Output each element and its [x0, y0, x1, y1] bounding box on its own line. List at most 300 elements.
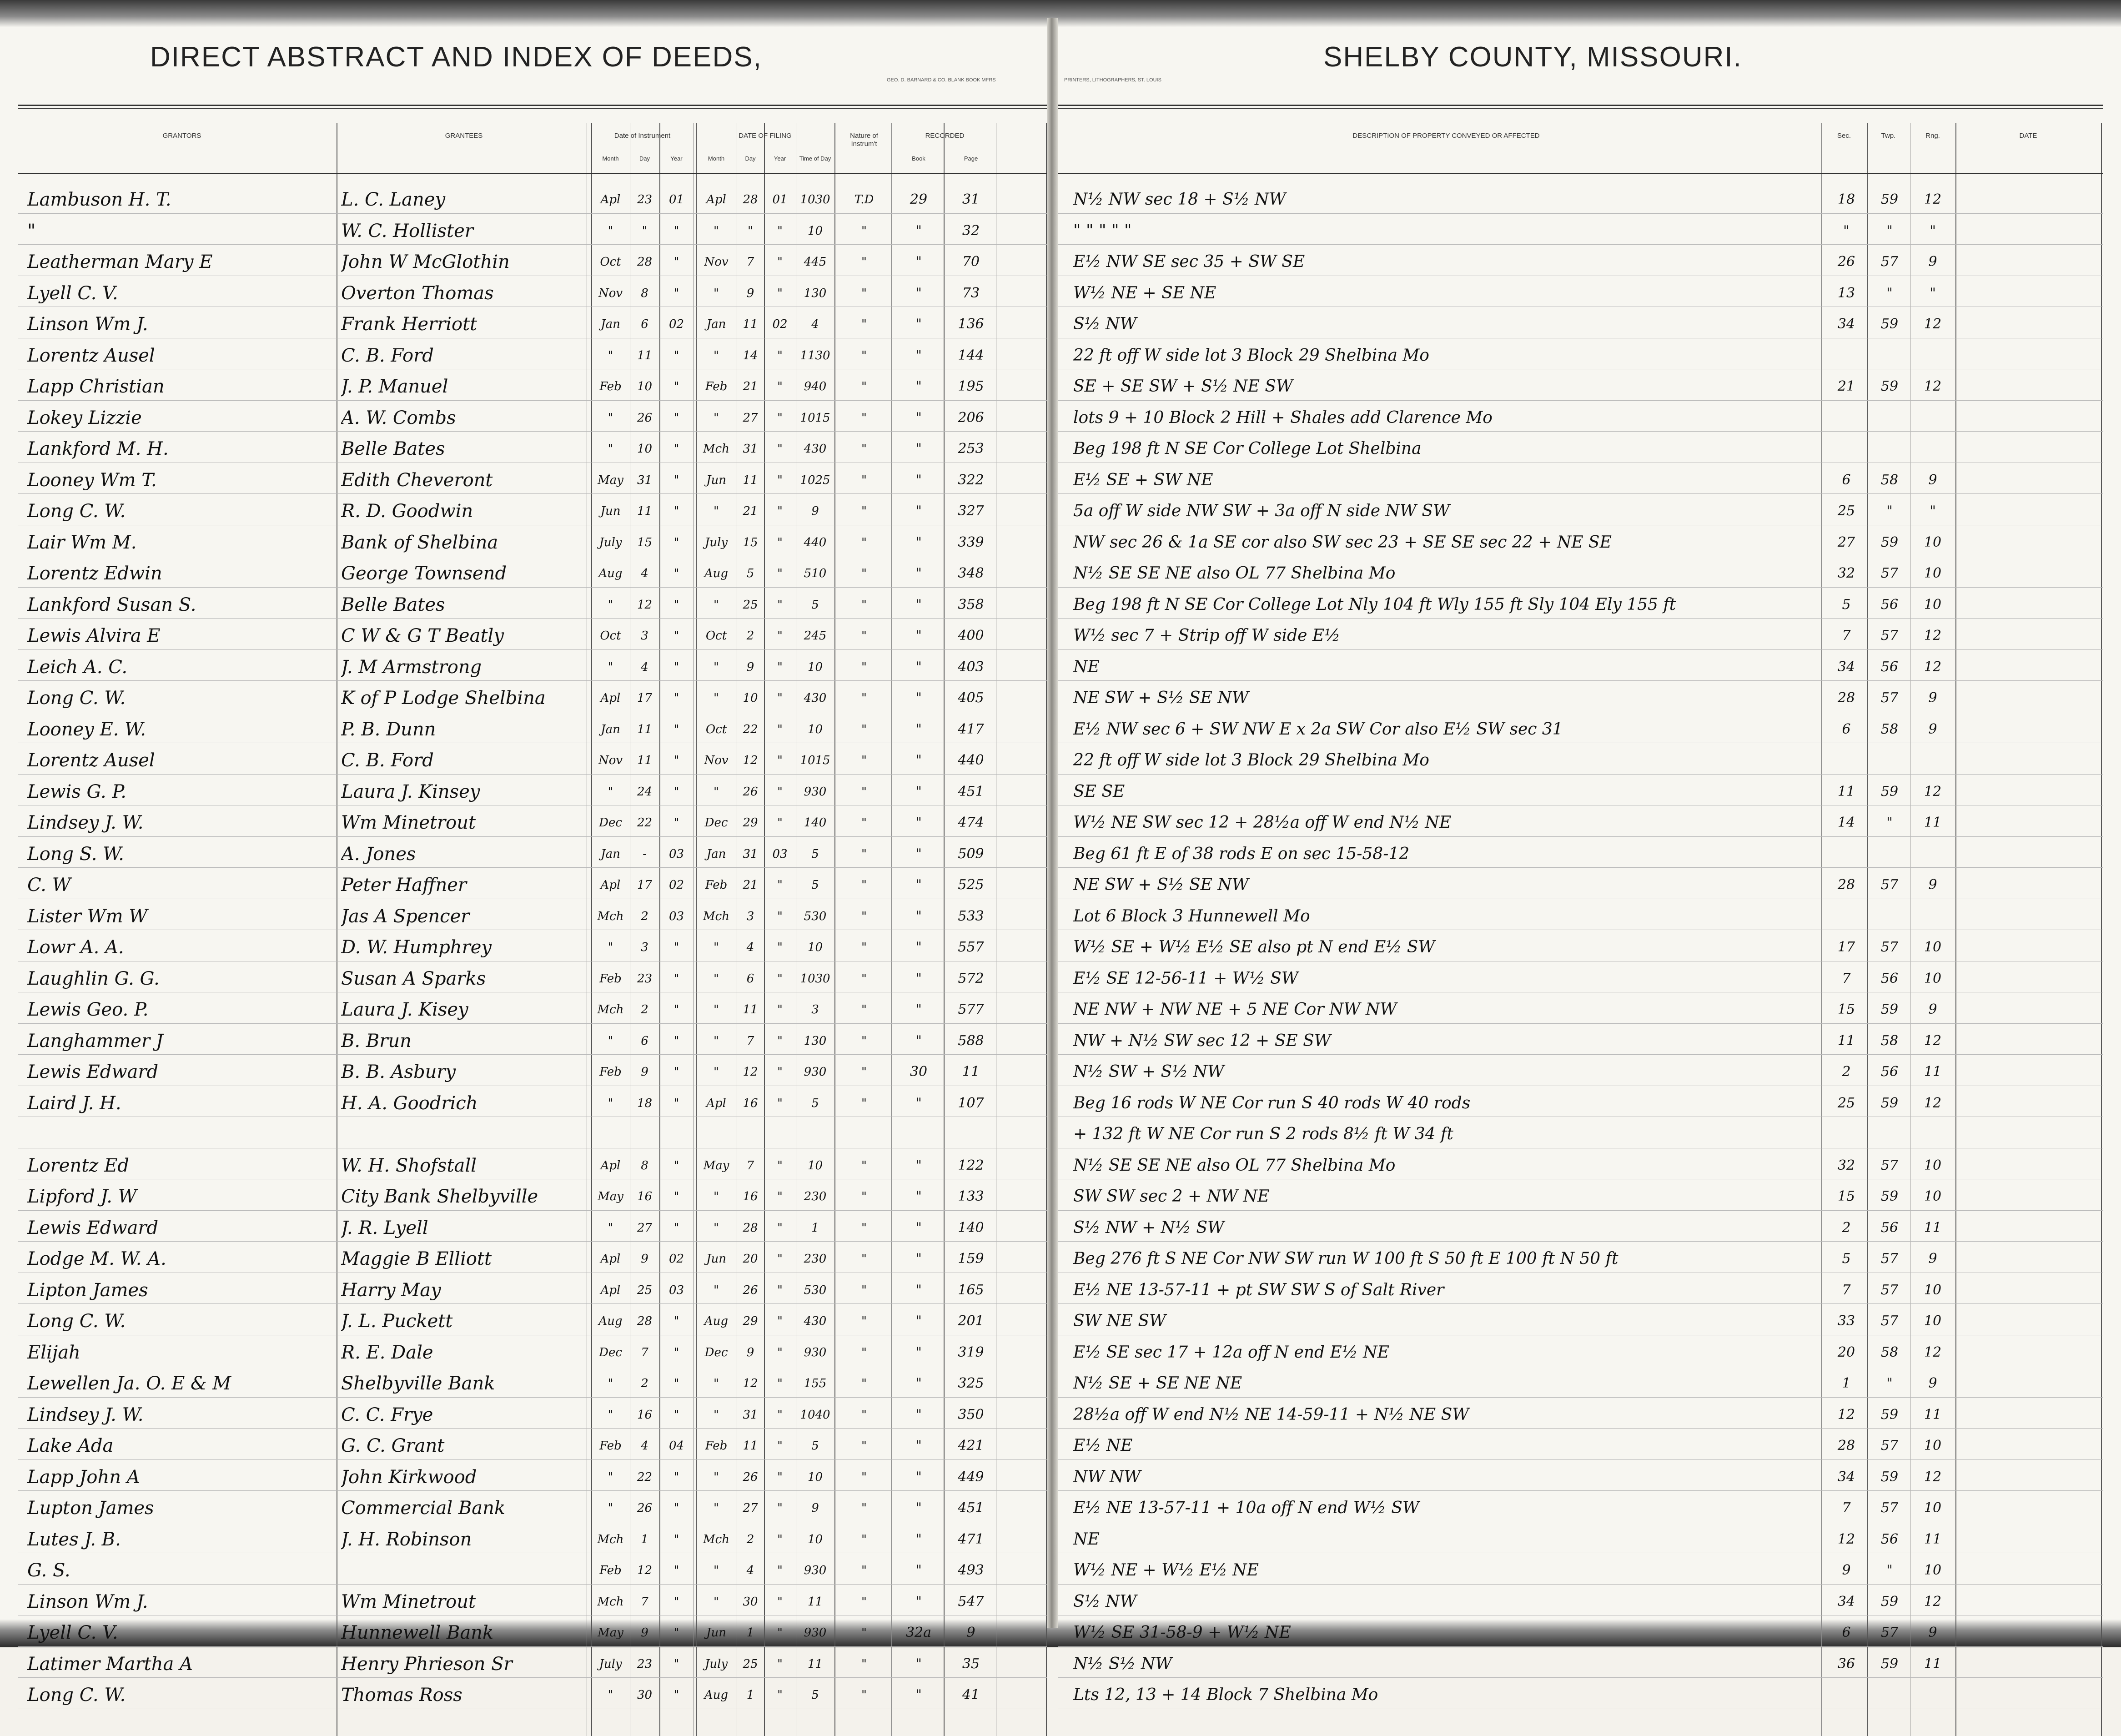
entry-fy: 02	[772, 317, 788, 331]
entry-rng: 10	[1924, 1500, 1942, 1516]
entry-iy: "	[673, 1470, 679, 1484]
entry-id: 8	[641, 286, 648, 300]
entry-grantor: Looney Wm T.	[27, 469, 157, 491]
sec-header: Sec.	[1837, 132, 1851, 140]
entry-id: 25	[637, 1283, 653, 1297]
entry-grantee: Hunnewell Bank	[341, 1622, 494, 1643]
entry-n: "	[861, 1096, 867, 1110]
page-subheader: Page	[964, 155, 978, 162]
entry-t: 10	[807, 660, 823, 674]
entry-im: Dec	[599, 1345, 622, 1359]
entry-id: 11	[637, 348, 653, 362]
entry-fy: "	[777, 567, 783, 580]
entry-p: 588	[958, 1032, 984, 1049]
row-rule	[1058, 774, 2103, 775]
entry-t: 930	[804, 785, 827, 799]
entry-im: Aug	[598, 567, 623, 580]
entry-fd: 12	[743, 754, 758, 767]
row-rule	[18, 774, 1047, 775]
entry-sec: 12	[1837, 1406, 1855, 1423]
entry-desc: S½ NW	[1073, 1592, 1137, 1611]
entry-fy: "	[777, 535, 783, 549]
entry-id: 4	[641, 660, 648, 674]
entry-grantor: Long C. W.	[27, 501, 126, 522]
entry-desc: W½ SE 31-58-9 + W½ NE	[1073, 1623, 1291, 1642]
entry-fm: July	[704, 535, 728, 549]
entry-t: 9	[811, 504, 819, 518]
entry-twp: 57	[1880, 1625, 1899, 1640]
entry-rng: 11	[1924, 1406, 1942, 1423]
entry-b: "	[915, 1593, 922, 1610]
entry-b: "	[915, 316, 922, 332]
entry-rng: 12	[1924, 1593, 1942, 1610]
entry-fd: 28	[743, 1221, 758, 1235]
entry-p: 144	[958, 347, 984, 363]
entry-grantor: Lupton James	[27, 1498, 154, 1519]
entry-p: 9	[966, 1625, 975, 1640]
entry-fy: "	[777, 1003, 783, 1016]
entry-b: "	[915, 970, 922, 986]
entry-grantee: John W McGlothin	[341, 252, 510, 272]
entry-fy: "	[777, 1096, 783, 1110]
entry-b: "	[915, 1469, 922, 1485]
entry-fd: 9	[746, 286, 754, 300]
entry-n: "	[861, 1158, 867, 1172]
entry-desc: SE SE	[1073, 782, 1125, 801]
entry-n: "	[861, 878, 867, 892]
entry-grantee: A. Jones	[341, 843, 416, 865]
entry-p: 41	[962, 1687, 980, 1703]
entry-sec: 32	[1837, 565, 1855, 581]
entry-p: 405	[958, 690, 984, 706]
entry-sec: "	[1843, 222, 1850, 239]
entry-grantor: Lair Wm M.	[27, 532, 137, 553]
entry-fy: "	[777, 941, 783, 954]
entry-iy: "	[673, 629, 679, 643]
entry-id: 28	[637, 255, 653, 269]
entry-n: "	[861, 348, 867, 362]
entry-sec: 15	[1837, 1188, 1855, 1204]
entry-grantee: Wm Minetrout	[341, 812, 476, 833]
entry-fm: Oct	[705, 629, 727, 643]
entry-grantee: B. Brun	[341, 1030, 412, 1052]
entry-iy: "	[673, 380, 679, 393]
entry-n: "	[861, 1377, 867, 1390]
day-subheader: Day	[745, 155, 756, 162]
entry-sec: 1	[1842, 1375, 1851, 1391]
entry-iy: 04	[668, 1439, 684, 1453]
entry-p: 572	[958, 970, 984, 986]
entry-id: 18	[637, 1096, 653, 1110]
entry-b: "	[915, 1219, 922, 1236]
entry-grantor: Laughlin G. G.	[27, 968, 160, 989]
entry-sec: 15	[1837, 1001, 1855, 1017]
entry-p: 140	[958, 1219, 984, 1236]
entry-fy: "	[777, 224, 783, 238]
month-subheader: Month	[602, 155, 619, 162]
entry-fd: 31	[743, 1408, 758, 1422]
entry-id: -	[643, 847, 647, 861]
entry-n: "	[861, 722, 867, 736]
entry-twp: 59	[1880, 783, 1899, 800]
entry-n: "	[861, 1252, 867, 1266]
entry-twp: 57	[1880, 565, 1899, 581]
entry-fd: 27	[743, 411, 758, 425]
entry-b: "	[915, 908, 922, 924]
entry-t: 530	[804, 1283, 827, 1297]
entry-fd: 10	[743, 691, 758, 705]
entry-b: 30	[910, 1064, 928, 1080]
entry-twp: 59	[1880, 1593, 1899, 1610]
entry-n: "	[861, 1408, 867, 1422]
entry-sec: 36	[1837, 1655, 1855, 1672]
entry-n: "	[861, 224, 867, 238]
entry-p: 577	[958, 1001, 984, 1017]
entry-fy: "	[777, 1657, 783, 1671]
entry-p: 201	[958, 1313, 984, 1329]
row-rule	[1058, 1397, 2103, 1398]
entry-fm: "	[714, 348, 719, 362]
entry-iy: "	[673, 442, 679, 456]
left-header-rule	[18, 105, 1047, 106]
entry-fd: 26	[743, 1283, 758, 1297]
entry-iy: "	[673, 1688, 679, 1702]
time-subheader: Time of Day	[799, 155, 831, 162]
entry-sec: 14	[1837, 815, 1855, 830]
entry-iy: "	[673, 691, 679, 705]
entry-fd: 21	[743, 878, 758, 892]
entry-iy: "	[673, 255, 679, 269]
entry-rng: 9	[1928, 1375, 1937, 1391]
entry-fm: Apl	[706, 193, 726, 206]
entry-p: 471	[958, 1531, 984, 1547]
entry-twp: 57	[1880, 254, 1899, 270]
entry-t: 10	[807, 722, 823, 736]
entry-n: "	[861, 691, 867, 705]
nature-header: Nature of Instrum't	[850, 132, 878, 148]
entry-iy: "	[673, 1158, 679, 1172]
entry-id: 15	[637, 535, 653, 549]
row-rule	[18, 1646, 1047, 1647]
entry-desc: Beg 198 ft N SE Cor College Lot Nly 104 ft Wly 155 ft Sly 104 Ely 155 ft	[1073, 595, 1676, 614]
entry-fy: "	[777, 1252, 783, 1266]
row-rule	[18, 1241, 1047, 1242]
entry-n: "	[861, 1345, 867, 1359]
right-printer-imprint: PRINTERS, LITHOGRAPHERS, ST. LOUIS	[1064, 77, 1161, 83]
entry-rng: 10	[1924, 1313, 1942, 1329]
entry-grantee: C W & G T Beatly	[341, 625, 504, 646]
entry-n: "	[861, 816, 867, 830]
entry-desc: N½ NW sec 18 + S½ NW	[1073, 190, 1286, 209]
row-rule	[1058, 493, 2103, 494]
entry-fy: "	[777, 816, 783, 830]
entry-desc: E½ NW sec 6 + SW NW E x 2a SW Cor also E½ SW sec 31	[1073, 720, 1563, 739]
entry-grantee: P. B. Dunn	[341, 719, 436, 740]
entry-fy: "	[777, 1345, 783, 1359]
entry-im: "	[608, 1096, 613, 1110]
entry-id: 4	[641, 1439, 648, 1453]
row-rule	[18, 431, 1047, 432]
entry-twp: 57	[1880, 1282, 1899, 1298]
entry-im: Nov	[598, 286, 623, 300]
entry-fm: "	[714, 286, 719, 300]
entry-im: Apl	[600, 1283, 621, 1297]
entry-twp: 57	[1880, 1157, 1899, 1173]
entry-twp: "	[1886, 222, 1893, 239]
entry-t: 245	[804, 629, 827, 643]
entry-b: "	[915, 1438, 922, 1454]
entry-grantee: Bank of Shelbina	[341, 532, 498, 553]
row-rule	[18, 618, 1047, 619]
entry-id: 9	[641, 1065, 648, 1079]
entry-iy: "	[673, 1096, 679, 1110]
grantors-header: GRANTORS	[162, 132, 201, 140]
entry-p: 417	[958, 721, 984, 737]
entry-fm: Jun	[706, 473, 726, 487]
entry-id: 2	[641, 1003, 648, 1016]
entry-fy: "	[777, 1065, 783, 1079]
entry-fy: "	[777, 1626, 783, 1640]
entry-sec: 5	[1842, 596, 1851, 613]
entry-t: 10	[807, 1470, 823, 1484]
entry-iy: "	[673, 348, 679, 362]
book-gutter	[1047, 18, 1058, 1628]
entry-im: Oct	[600, 255, 621, 269]
entry-n: "	[861, 473, 867, 487]
entry-id: 26	[637, 411, 653, 425]
recorded-header: RECORDED	[925, 132, 965, 140]
entry-grantee: Wm Minetrout	[341, 1591, 476, 1612]
entry-im: "	[608, 1470, 613, 1484]
entry-p: 195	[958, 378, 984, 394]
entry-rng: 11	[1924, 1064, 1942, 1080]
entry-im: Apl	[600, 1252, 621, 1266]
entry-desc: NW sec 26 & 1a SE cor also SW sec 23 + SE SE sec 22 + NE SE	[1073, 533, 1612, 552]
entry-fd: 25	[743, 1657, 758, 1671]
row-rule	[1058, 213, 2103, 214]
entry-fd: 22	[743, 722, 758, 736]
entry-iy: 03	[668, 909, 684, 923]
entry-id: 12	[637, 598, 653, 612]
entry-fd: 25	[743, 598, 758, 612]
entry-p: 206	[958, 409, 984, 426]
entry-fy: "	[777, 1408, 783, 1422]
entry-grantee: L. C. Laney	[341, 189, 446, 210]
entry-fm: "	[714, 598, 719, 612]
entry-iy: "	[673, 785, 679, 799]
entry-grantee: George Townsend	[341, 563, 507, 584]
entry-t: 10	[807, 224, 823, 238]
entry-t: 940	[804, 380, 827, 393]
entry-desc: " " " " "	[1073, 221, 1132, 240]
right-column-header-rule	[1058, 173, 2103, 174]
entry-fd: 16	[743, 1190, 758, 1203]
entry-b: "	[915, 1531, 922, 1547]
entry-sec: 17	[1837, 939, 1855, 955]
entry-fd: 11	[743, 1003, 758, 1016]
entry-sec: 9	[1842, 1562, 1851, 1578]
entry-rng: 9	[1928, 877, 1937, 893]
entry-grantor: Lewellen Ja. O. E & M	[27, 1373, 231, 1394]
entry-im: "	[608, 411, 613, 425]
entry-rng: 11	[1924, 1219, 1942, 1236]
entry-id: 22	[637, 816, 653, 830]
entry-p: 107	[958, 1095, 984, 1111]
entry-desc: 28½a off W end N½ NE 14-59-11 + N½ NE SW	[1073, 1405, 1469, 1424]
entry-twp: 57	[1880, 1251, 1899, 1267]
entry-iy: "	[673, 1314, 679, 1328]
entry-rng: 12	[1924, 1032, 1942, 1049]
entry-b: 29	[910, 191, 928, 207]
entry-sec: 11	[1837, 1032, 1855, 1049]
entry-p: 451	[958, 1500, 984, 1516]
entry-p: 70	[962, 254, 980, 270]
entry-grantee: Susan A Sparks	[341, 968, 486, 989]
left-printer-imprint: GEO. D. BARNARD & CO. BLANK BOOK MFRS	[887, 77, 996, 83]
entry-desc: E½ NW SE sec 35 + SW SE	[1073, 252, 1305, 271]
row-rule	[1058, 1677, 2103, 1678]
entry-fd: 3	[746, 909, 754, 923]
row-rule	[1058, 1428, 2103, 1429]
entry-iy: "	[673, 660, 679, 674]
entry-desc: NW NW	[1073, 1467, 1141, 1486]
entry-twp: "	[1886, 1562, 1893, 1578]
entry-n: "	[861, 941, 867, 954]
entry-grantor: Lodge M. W. A.	[27, 1248, 166, 1269]
entry-fd: 26	[743, 1470, 758, 1484]
entry-desc: E½ SE 12-56-11 + W½ SW	[1073, 969, 1298, 988]
entry-grantor: Lewis Edward	[27, 1217, 159, 1238]
entry-n: "	[861, 317, 867, 331]
entry-sec: 28	[1837, 1438, 1855, 1454]
entry-fm: "	[714, 660, 719, 674]
entry-b: "	[915, 1001, 922, 1017]
left-header-rule-thin	[18, 108, 1047, 109]
entry-t: 5	[811, 847, 819, 861]
entry-fy: "	[777, 255, 783, 269]
entry-b: "	[915, 285, 922, 301]
entry-id: "	[642, 224, 648, 238]
entry-iy: "	[673, 1408, 679, 1422]
entry-id: 8	[641, 1158, 648, 1172]
entry-desc: E½ SE + SW NE	[1073, 470, 1213, 489]
entry-desc: W½ SE + W½ E½ SE also pt N end E½ SW	[1073, 938, 1435, 956]
entry-id: 23	[637, 971, 653, 986]
entry-desc: N½ SW + S½ NW	[1073, 1062, 1225, 1081]
entry-im: May	[598, 473, 623, 487]
entry-p: 35	[962, 1655, 980, 1672]
entry-rng: "	[1930, 222, 1936, 239]
entry-fy: "	[777, 411, 783, 425]
entry-grantee: Peter Haffner	[341, 875, 467, 896]
entry-sec: 7	[1842, 1500, 1851, 1516]
entry-desc: Beg 198 ft N SE Cor College Lot Shelbina	[1073, 439, 1422, 458]
entry-twp: 59	[1880, 534, 1899, 550]
entry-fd: 31	[743, 847, 758, 861]
entry-rng: "	[1930, 285, 1936, 301]
entry-sec: 6	[1842, 1625, 1851, 1640]
entry-grantee: D. W. Humphrey	[341, 937, 492, 958]
entry-sec: 25	[1837, 503, 1855, 519]
entry-im: "	[608, 598, 613, 612]
row-rule	[1058, 680, 2103, 681]
entry-iy: "	[673, 754, 679, 767]
entry-fd: 7	[746, 255, 754, 269]
entry-grantee: Edith Cheveront	[341, 469, 493, 491]
entry-rng: 10	[1924, 1282, 1942, 1298]
entry-rng: 9	[1928, 1625, 1937, 1640]
row-rule	[18, 213, 1047, 214]
entry-b: "	[915, 783, 922, 800]
entry-fd: 7	[746, 1158, 754, 1172]
entry-iy: 03	[668, 847, 684, 861]
right-header-rule	[1058, 105, 2103, 106]
entry-fd: 21	[743, 380, 758, 393]
entry-rng: "	[1930, 503, 1936, 519]
entry-b: "	[915, 690, 922, 706]
entry-n: "	[861, 660, 867, 674]
entry-iy: "	[673, 1595, 679, 1609]
entry-grantor: Linson Wm J.	[27, 1591, 148, 1612]
entry-twp: 59	[1880, 1406, 1899, 1423]
entry-iy: "	[673, 816, 679, 830]
entry-iy: "	[673, 567, 679, 580]
entry-p: 509	[958, 845, 984, 862]
entry-fm: "	[714, 1034, 719, 1048]
entry-p: 159	[958, 1251, 984, 1267]
entry-fd: 4	[746, 1564, 754, 1577]
entry-desc: NE NW + NW NE + 5 NE Cor NW NW	[1073, 1000, 1397, 1019]
entry-desc: E½ NE 13-57-11 + pt SW SW S of Salt River	[1073, 1280, 1444, 1299]
entry-p: 533	[958, 908, 984, 924]
entry-t: 5	[811, 1688, 819, 1702]
entry-p: 547	[958, 1593, 984, 1610]
entry-grantor: Lipford J. W	[27, 1186, 137, 1207]
entry-iy: 02	[668, 1252, 684, 1266]
entry-t: 510	[804, 567, 827, 580]
entry-fd: 7	[746, 1034, 754, 1048]
entry-t: 930	[804, 1626, 827, 1640]
entry-b: "	[915, 1282, 922, 1298]
entry-t: 5	[811, 1439, 819, 1453]
entry-sec: 34	[1837, 1593, 1855, 1610]
entry-fy: "	[777, 691, 783, 705]
entry-grantee: C. C. Frye	[341, 1404, 433, 1425]
entry-fd: 12	[743, 1065, 758, 1079]
entry-iy: "	[673, 224, 679, 238]
entry-grantor: "	[27, 220, 36, 242]
entry-desc: W½ NE + W½ E½ NE	[1073, 1561, 1259, 1580]
entry-t: 5	[811, 598, 819, 612]
row-rule	[1058, 836, 2103, 837]
entry-iy: 01	[668, 193, 684, 206]
entry-im: Aug	[598, 1314, 623, 1328]
entry-sec: 33	[1837, 1313, 1855, 1329]
entry-fm: "	[714, 1221, 719, 1235]
entry-iy: "	[673, 722, 679, 736]
entry-rng: 10	[1924, 534, 1942, 550]
entry-p: 133	[958, 1188, 984, 1204]
entry-id: 12	[637, 1564, 653, 1577]
entry-fy: "	[777, 442, 783, 456]
entry-fm: Jan	[706, 847, 726, 861]
entry-b: "	[915, 845, 922, 862]
entry-grantor: Langhammer J	[27, 1030, 163, 1052]
entry-fy: "	[777, 1564, 783, 1577]
entry-desc: N½ SE + SE NE NE	[1073, 1374, 1242, 1393]
entry-im: Apl	[600, 1158, 621, 1172]
entry-desc: E½ NE	[1073, 1436, 1133, 1455]
